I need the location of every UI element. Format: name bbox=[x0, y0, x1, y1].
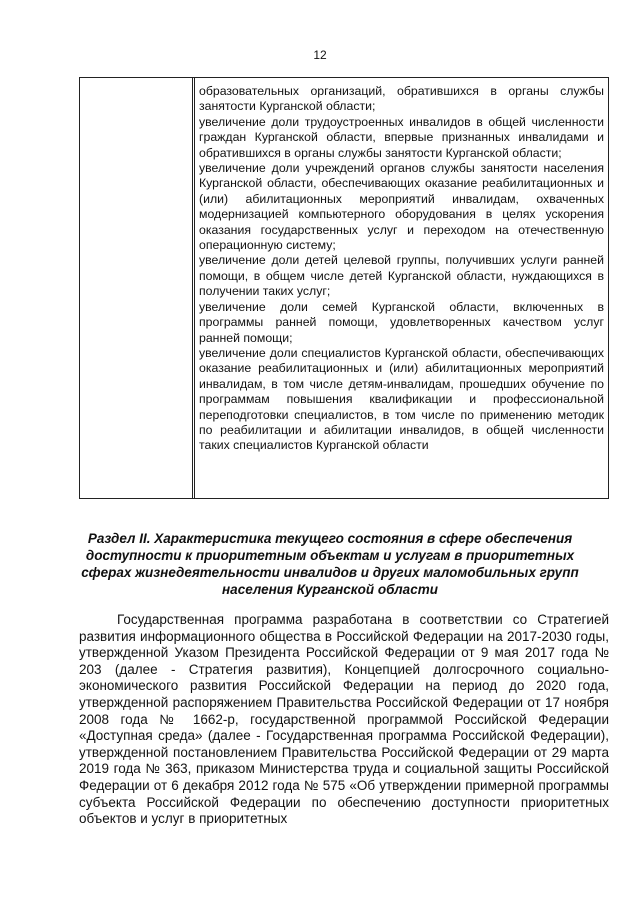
body-paragraph bbox=[79, 612, 609, 828]
page-number: 12 bbox=[313, 48, 327, 62]
indicator-item: увеличение доли специалистов Курганской области, обеспечивающих оказание реабилитационных и (или) абилитационных мероприятий инвалидам, в том числе детям-инвалидам, прошедших обучение по программам повышения квалификации и профессиональной переподготовки специалистов, в том числе по применению методик по реабилитации и абилитации инвалидов, в общей численности таких специалистов Курганской области bbox=[199, 345, 604, 453]
indicator-list bbox=[199, 84, 604, 454]
table-right-cell bbox=[194, 78, 608, 498]
body-paragraph-text: Государственная программа разработана в соответствии со Стратегией развития информационного общества в Российской Федерации на 2017-2030 годы, утвержденной Указом Президента Российской Федерации от 9 мая 2017 года № 203 (далее - Стратегия развития), Концепцией долгосрочного социально-экономического развития Российской Федерации на период до 2020 года, утвержденной распоряжением Правительства Российской Федерации от 17 ноября 2008 года № 1662-р, государственной программой Российской Федерации «Доступная среда» (далее - Государственная программа Российской Федерации), утвержденной постановлением Правительства Российской Федерации от 29 марта 2019 года № 363, приказом Министерства труда и социальной защиты Российской Федерации от 6 декабря 2012 года № 575 «Об утверждении примерной программы субъекта Российской Федерации по обеспечению доступности приоритетных объектов и услуг в приоритетных bbox=[79, 612, 609, 827]
indicator-item: увеличение доли семей Курганской области, включенных в программы ранней помощи, удовлетворенных качеством услуг ранней помощи; bbox=[199, 299, 604, 345]
indicator-item: увеличение доли учреждений органов службы занятости населения Курганской области, обеспечивающих оказание реабилитационных и (или) абилитационных мероприятий инвалидам, охваченных модернизацией компьютерного оборудования в целях ускорения оказания государственных услуг и переходом на отечественную операционную систему; bbox=[199, 161, 604, 253]
indicator-item: увеличение доли трудоустроенных инвалидов в общей численности граждан Курганской области, впервые признанных инвалидами и обратившихся в органы службы занятости Курганской области; bbox=[199, 114, 604, 160]
indicator-item: увеличение доли детей целевой группы, получивших услуги ранней помощи, в общем числе детей Курганской области, нуждающихся в получении таких услуг; bbox=[199, 253, 604, 299]
table-left-cell bbox=[80, 78, 193, 498]
indicators-table bbox=[79, 77, 609, 499]
section-heading: Раздел II. Характеристика текущего состояния в сфере обеспечения доступности к приоритетным объектам и услугам в приоритетных сферах жизнедеятельности инвалидов и других маломобильных групп населения Курганской области bbox=[81, 531, 579, 597]
indicator-item: образовательных организаций, обратившихся в органы службы занятости Курганской области; bbox=[199, 84, 604, 114]
